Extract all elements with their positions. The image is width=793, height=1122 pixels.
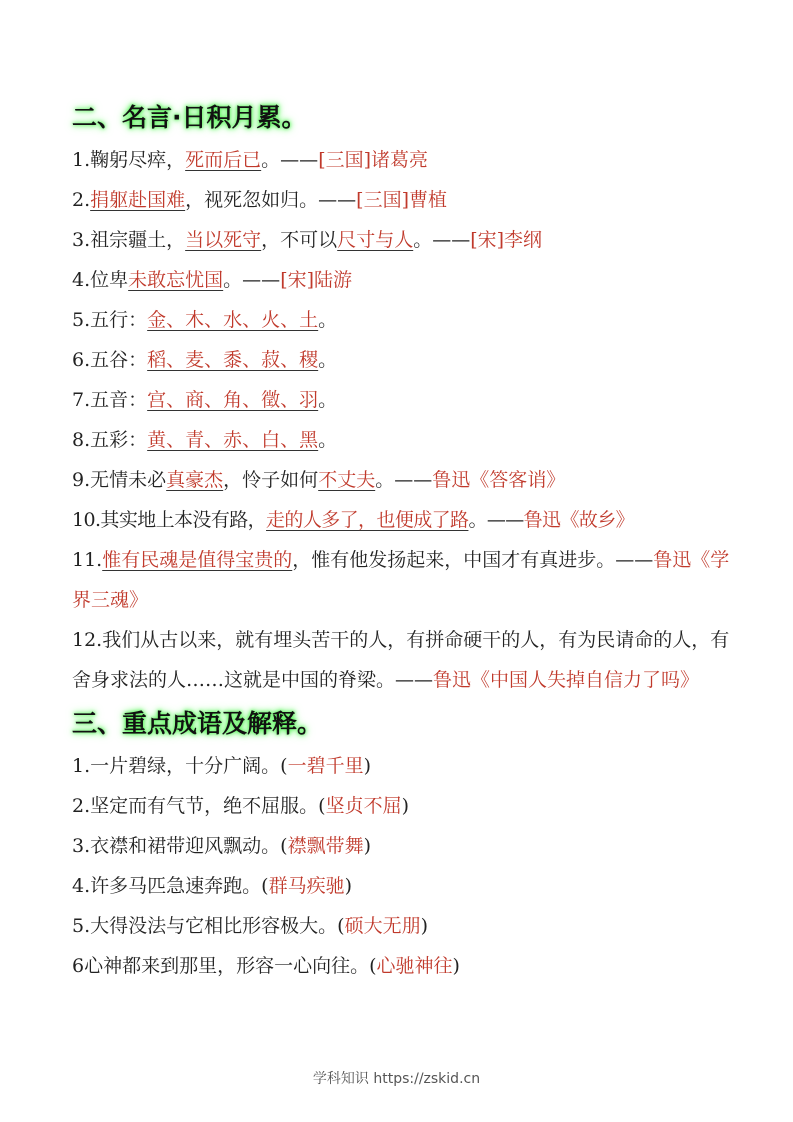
section-3-heading: 三、重点成语及解释。 (72, 709, 323, 738)
idiom-4: 4.许多马匹急速奔跑。(群马疾驰) (72, 875, 352, 897)
quote-11: 11.惟有民魂是值得宝贵的，惟有他发扬起来，中国才有真进步。——鲁迅《学界三魂》 (72, 549, 730, 611)
quote-3: 3.祖宗疆土，当以死守，不可以尺寸与人。——[宋]李纲 (72, 229, 543, 251)
quote-4: 4.位卑未敢忘忧国。——[宋]陆游 (72, 269, 353, 291)
section-2-heading: 二、名言·日积月累。 (72, 103, 307, 132)
footer-watermark: 学科知识 https://zskid.cn (312, 1071, 481, 1087)
quote-8: 8.五彩：黄、青、赤、白、黑。 (72, 429, 338, 451)
quote-6: 6.五谷：稻、麦、黍、菽、稷。 (72, 349, 338, 371)
idiom-1: 1.一片碧绿，十分广阔。(一碧千里) (72, 755, 371, 777)
idiom-3: 3.衣襟和裙带迎风飘动。(襟飘带舞) (72, 835, 371, 857)
idiom-2: 2.坚定而有气节，绝不屈服。(坚贞不屈) (72, 795, 409, 817)
quote-7: 7.五音：宫、商、角、徵、羽。 (72, 389, 338, 411)
quote-1: 1.鞠躬尽瘁，死而后已。——[三国]诸葛亮 (72, 149, 429, 171)
quote-5: 5.五行：金、木、水、火、土。 (72, 309, 338, 331)
quote-9: 9.无情未必真豪杰，怜子如何不丈夫。——鲁迅《答客诮》 (72, 469, 566, 491)
document-page (72, 96, 732, 986)
quote-10: 10.其实地上本没有路，走的人多了，也便成了路。——鲁迅《故乡》 (72, 509, 635, 531)
quote-12: 12.我们从古以来，就有埋头苦干的人，有拼命硬干的人，有为民请命的人，有舍身求法的人……这就是中国的脊梁。——鲁迅《中国人失掉自信力了吗》 (72, 629, 730, 691)
idiom-5: 5.大得没法与它相比形容极大。(硕大无朋) (72, 915, 428, 937)
quote-2: 2.捐躯赴国难，视死忽如归。——[三国]曹植 (72, 189, 447, 211)
idiom-6: 6心神都来到那里，形容一心向往。(心驰神往) (72, 955, 460, 977)
